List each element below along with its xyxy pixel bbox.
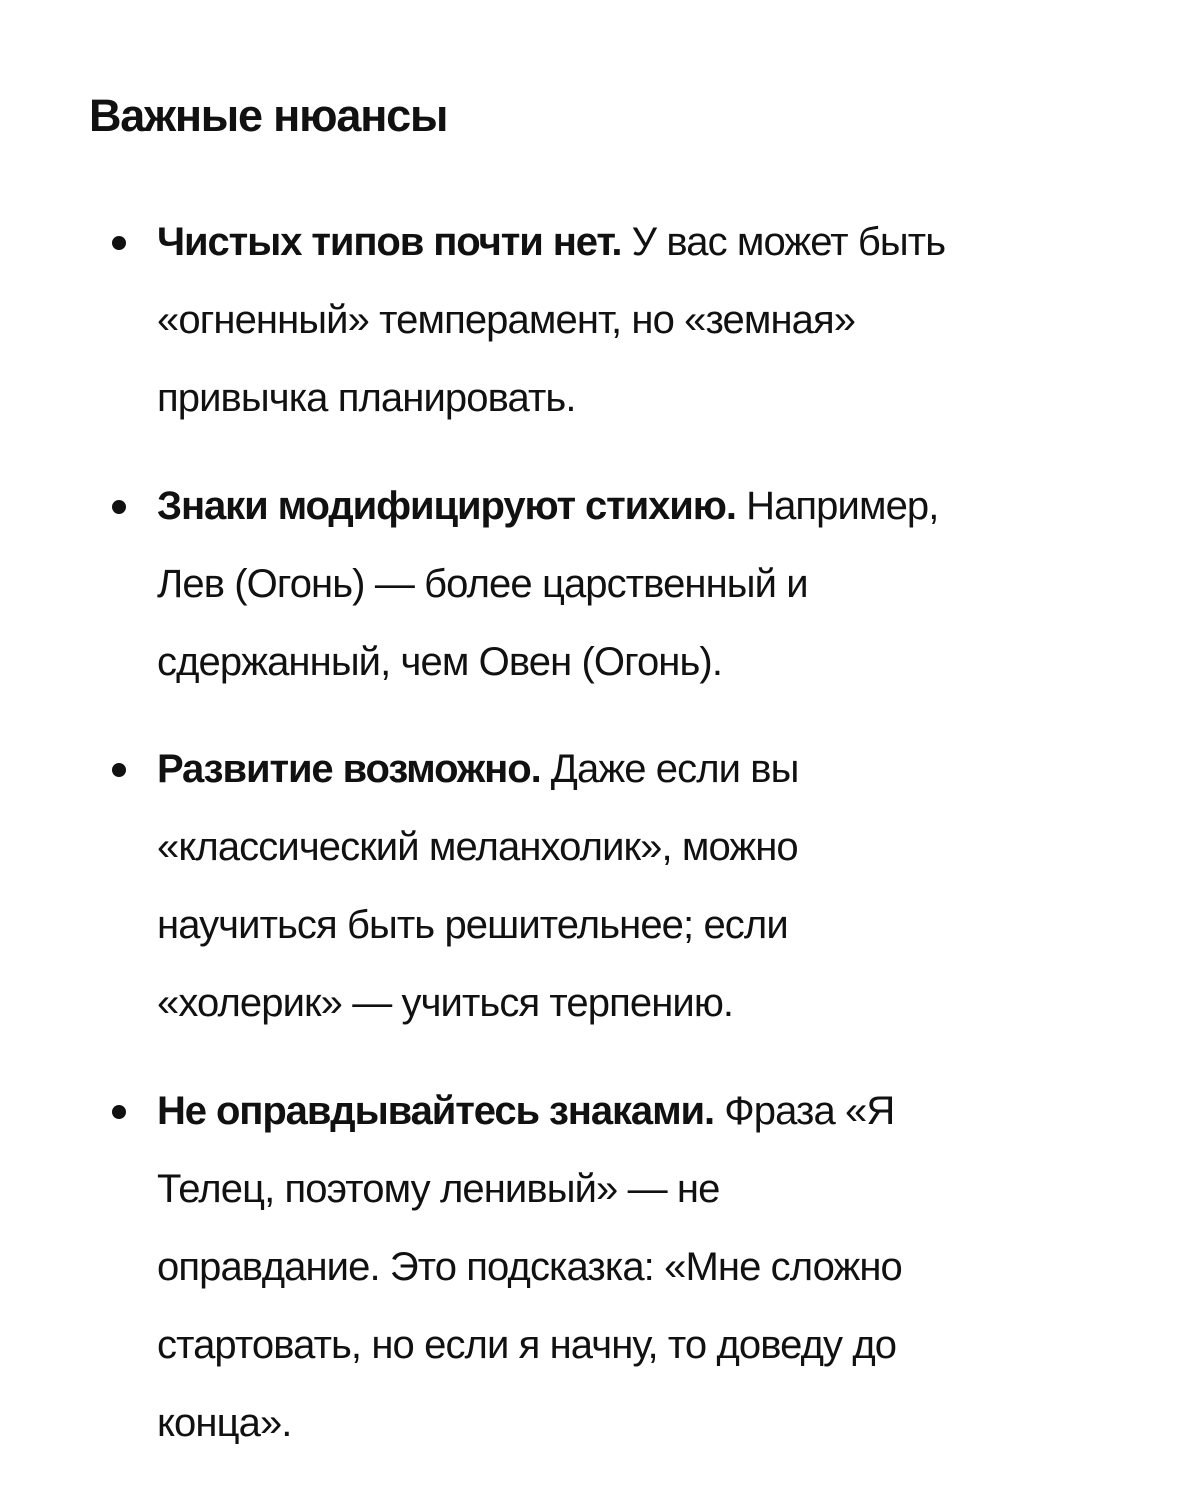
bullet-icon (112, 763, 126, 777)
text-line: «огненный» темперамент, но «земная» (157, 298, 856, 342)
text-line: привычка планировать. (157, 376, 576, 420)
list-item-lead: Знаки модифицируют стихию. (157, 484, 736, 528)
text-line: «холерик» — учиться терпению. (157, 981, 734, 1025)
text-line: сдержанный, чем Овен (Огонь). (157, 640, 723, 684)
text-line: Знаки модифицируют стихию. Например, (157, 484, 939, 528)
bullet-icon (112, 236, 126, 250)
list-item-text (157, 730, 799, 1042)
list-item-text (157, 467, 938, 701)
text-line: Лев (Огонь) — более царственный и (157, 562, 808, 606)
list-item-text (157, 1072, 902, 1462)
text-line: Не оправдывайтесь знаками. Фраза «Я (157, 1089, 895, 1133)
bullet-icon (112, 1105, 126, 1119)
text-line: научиться быть решительнее; если (157, 903, 788, 947)
text-line: Развитие возможно. Даже если вы (157, 747, 799, 791)
list-item-lead: Не оправдывайтесь знаками. (157, 1089, 715, 1133)
list-item-lead: Чистых типов почти нет. (157, 220, 622, 264)
bullet-icon (112, 500, 126, 514)
text-line: «классический меланхолик», можно (157, 825, 798, 869)
list-item-text (157, 203, 945, 437)
text-line: конца». (157, 1401, 292, 1445)
section-heading: Важные нюансы (89, 90, 448, 141)
text-line: стартовать, но если я начну, то доведу до (157, 1323, 897, 1367)
text-line: Телец, поэтому ленивый» — не (157, 1167, 720, 1211)
text-line: оправдание. Это подсказка: «Мне сложно (157, 1245, 902, 1289)
text-line: Чистых типов почти нет. У вас может быть (157, 220, 946, 264)
list-item-lead: Развитие возможно. (157, 747, 541, 791)
